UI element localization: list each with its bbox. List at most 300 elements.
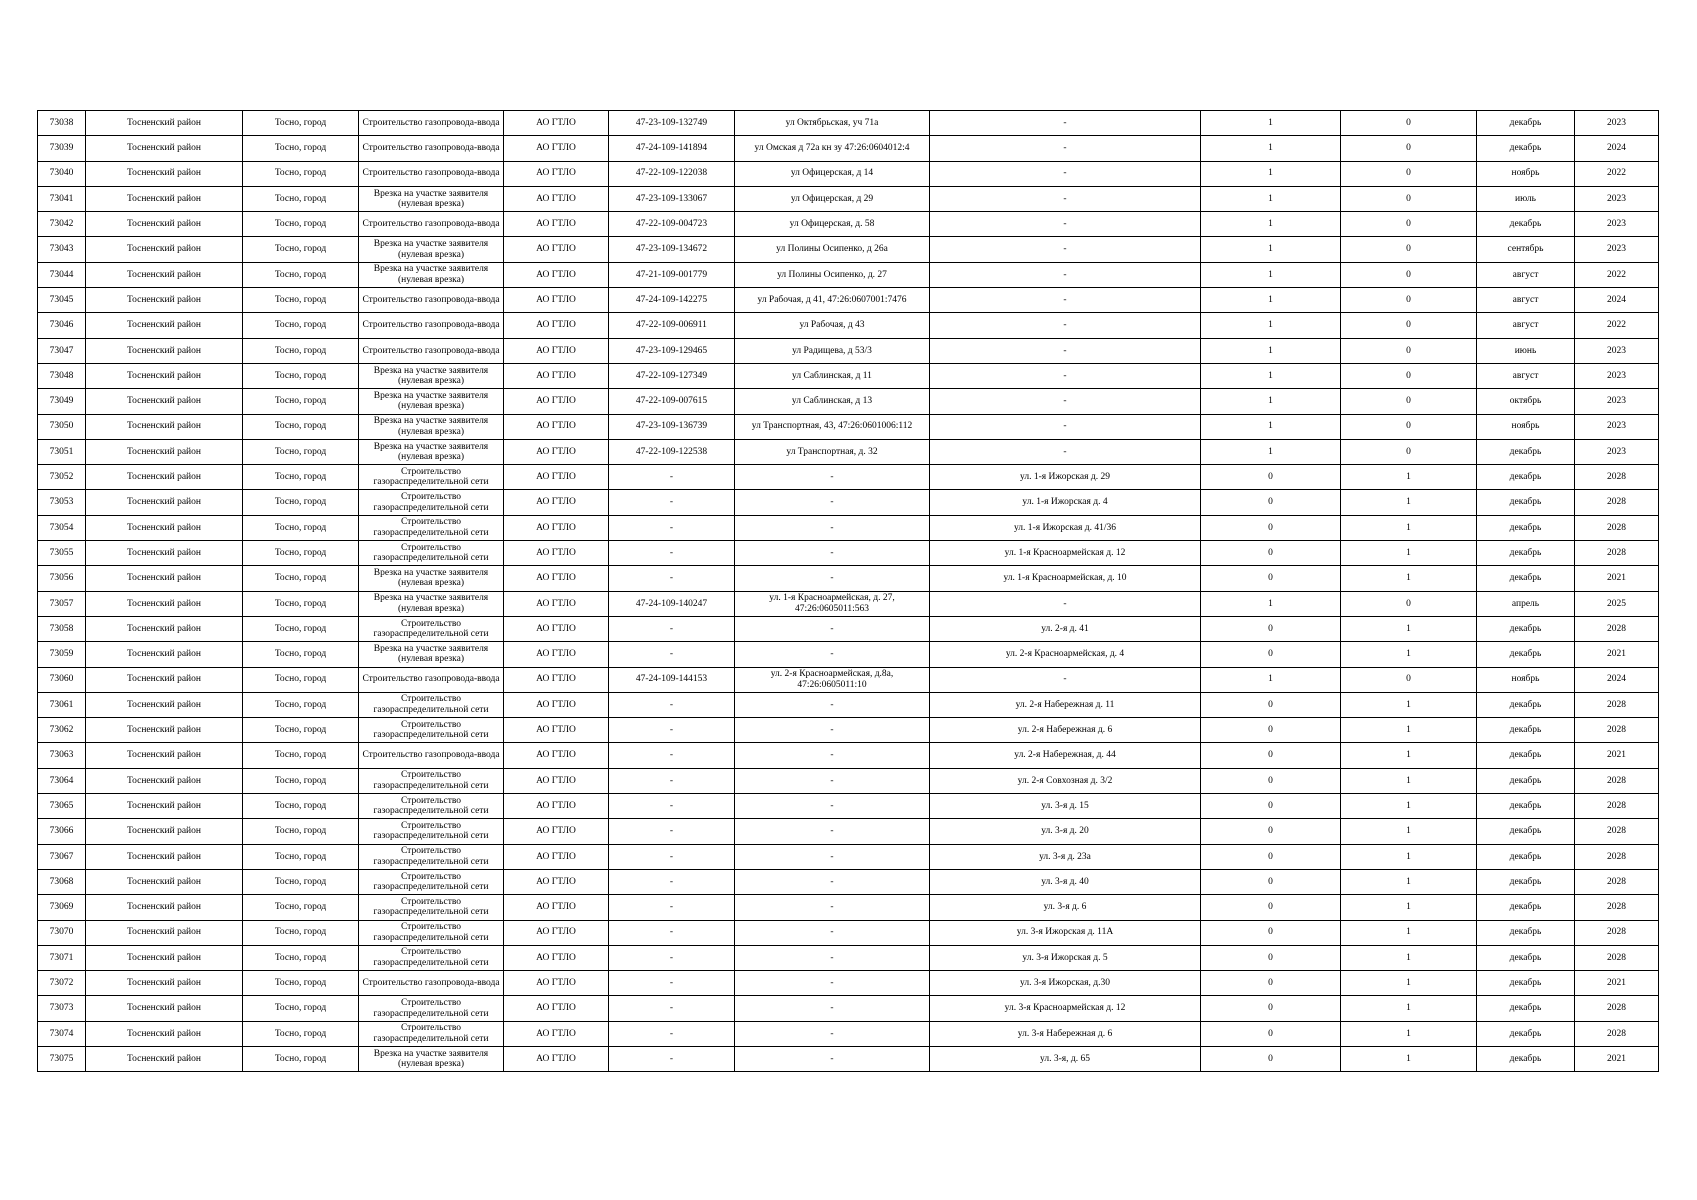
cell-year: 2023 <box>1575 186 1659 211</box>
cell-organization: АО ГТЛО <box>504 465 609 490</box>
cell-month: декабрь <box>1477 212 1575 237</box>
cell-locality: Тосно, город <box>243 490 359 515</box>
cell-connection-count: 1 <box>1201 186 1341 211</box>
cell-network-count: 1 <box>1341 768 1477 793</box>
cell-row-id: 73044 <box>38 262 86 287</box>
cell-network-count: 1 <box>1341 844 1477 869</box>
cell-row-id: 73045 <box>38 288 86 313</box>
cell-district: Тосненский район <box>86 591 243 616</box>
cell-month: декабрь <box>1477 869 1575 894</box>
cell-connection-count: 0 <box>1201 794 1341 819</box>
cell-applicant-address: - <box>735 869 930 894</box>
cell-network-address: ул. 3-я Ижорская, д.30 <box>930 971 1201 996</box>
table-row <box>38 262 1659 287</box>
cell-year: 2028 <box>1575 768 1659 793</box>
cell-application-number: - <box>609 718 735 743</box>
cell-organization: АО ГТЛО <box>504 490 609 515</box>
cell-network-address: ул. 1-я Красноармейская, д. 10 <box>930 566 1201 591</box>
cell-applicant-address: ул Офицерская, д 29 <box>735 186 930 211</box>
cell-connection-count: 1 <box>1201 439 1341 464</box>
cell-network-count: 0 <box>1341 237 1477 262</box>
cell-month: декабрь <box>1477 945 1575 970</box>
cell-district: Тосненский район <box>86 186 243 211</box>
cell-row-id: 73059 <box>38 642 86 667</box>
cell-connection-count: 0 <box>1201 566 1341 591</box>
cell-year: 2023 <box>1575 389 1659 414</box>
cell-district: Тосненский район <box>86 768 243 793</box>
cell-connection-count: 1 <box>1201 212 1341 237</box>
cell-locality: Тосно, город <box>243 465 359 490</box>
cell-organization: АО ГТЛО <box>504 313 609 338</box>
cell-district: Тосненский район <box>86 895 243 920</box>
cell-network-address: - <box>930 389 1201 414</box>
cell-network-address: - <box>930 288 1201 313</box>
cell-applicant-address: - <box>735 616 930 641</box>
cell-district: Тосненский район <box>86 338 243 363</box>
cell-district: Тосненский район <box>86 363 243 388</box>
cell-network-address: ул. 2-я д. 41 <box>930 616 1201 641</box>
cell-month: июль <box>1477 186 1575 211</box>
cell-district: Тосненский район <box>86 414 243 439</box>
table-row <box>38 439 1659 464</box>
cell-locality: Тосно, город <box>243 971 359 996</box>
cell-organization: АО ГТЛО <box>504 819 609 844</box>
cell-connection-count: 0 <box>1201 996 1341 1021</box>
table-row <box>38 743 1659 768</box>
cell-year: 2028 <box>1575 490 1659 515</box>
cell-month: декабрь <box>1477 692 1575 717</box>
cell-network-address: - <box>930 186 1201 211</box>
cell-locality: Тосно, город <box>243 667 359 692</box>
cell-application-number: - <box>609 794 735 819</box>
cell-year: 2023 <box>1575 338 1659 363</box>
cell-network-count: 0 <box>1341 111 1477 136</box>
cell-applicant-address: - <box>735 718 930 743</box>
cell-year: 2028 <box>1575 692 1659 717</box>
cell-application-number: - <box>609 945 735 970</box>
cell-network-address: - <box>930 237 1201 262</box>
cell-row-id: 73047 <box>38 338 86 363</box>
table-row <box>38 642 1659 667</box>
cell-network-address: ул. 1-я Ижорская д. 4 <box>930 490 1201 515</box>
cell-connection-count: 0 <box>1201 490 1341 515</box>
cell-month: июнь <box>1477 338 1575 363</box>
cell-row-id: 73038 <box>38 111 86 136</box>
cell-organization: АО ГТЛО <box>504 743 609 768</box>
cell-locality: Тосно, город <box>243 541 359 566</box>
cell-work-type: Строительство газораспределительной сети <box>359 945 504 970</box>
table-row <box>38 616 1659 641</box>
cell-connection-count: 1 <box>1201 161 1341 186</box>
cell-work-type: Врезка на участке заявителя (нулевая врезка) <box>359 237 504 262</box>
cell-locality: Тосно, город <box>243 743 359 768</box>
cell-network-address: - <box>930 212 1201 237</box>
cell-district: Тосненский район <box>86 136 243 161</box>
cell-applicant-address: - <box>735 541 930 566</box>
cell-applicant-address: - <box>735 920 930 945</box>
cell-application-number: - <box>609 996 735 1021</box>
cell-connection-count: 0 <box>1201 1021 1341 1046</box>
table-row <box>38 692 1659 717</box>
cell-district: Тосненский район <box>86 869 243 894</box>
table-row <box>38 667 1659 692</box>
cell-network-count: 0 <box>1341 591 1477 616</box>
cell-connection-count: 1 <box>1201 136 1341 161</box>
cell-locality: Тосно, город <box>243 566 359 591</box>
cell-connection-count: 1 <box>1201 338 1341 363</box>
cell-month: декабрь <box>1477 490 1575 515</box>
cell-organization: АО ГТЛО <box>504 692 609 717</box>
cell-connection-count: 0 <box>1201 692 1341 717</box>
table-row <box>38 288 1659 313</box>
cell-locality: Тосно, город <box>243 363 359 388</box>
cell-connection-count: 1 <box>1201 363 1341 388</box>
cell-row-id: 73056 <box>38 566 86 591</box>
cell-organization: АО ГТЛО <box>504 414 609 439</box>
cell-work-type: Строительство газораспределительной сети <box>359 869 504 894</box>
cell-organization: АО ГТЛО <box>504 794 609 819</box>
cell-connection-count: 1 <box>1201 414 1341 439</box>
cell-year: 2024 <box>1575 667 1659 692</box>
cell-month: декабрь <box>1477 616 1575 641</box>
cell-district: Тосненский район <box>86 642 243 667</box>
cell-locality: Тосно, город <box>243 262 359 287</box>
cell-connection-count: 0 <box>1201 819 1341 844</box>
cell-organization: АО ГТЛО <box>504 186 609 211</box>
cell-month: декабрь <box>1477 844 1575 869</box>
cell-locality: Тосно, город <box>243 161 359 186</box>
cell-application-number: - <box>609 920 735 945</box>
cell-locality: Тосно, город <box>243 389 359 414</box>
cell-work-type: Строительство газораспределительной сети <box>359 920 504 945</box>
cell-organization: АО ГТЛО <box>504 136 609 161</box>
cell-application-number: - <box>609 465 735 490</box>
cell-month: декабрь <box>1477 743 1575 768</box>
cell-organization: АО ГТЛО <box>504 591 609 616</box>
cell-work-type: Строительство газораспределительной сети <box>359 490 504 515</box>
cell-connection-count: 0 <box>1201 541 1341 566</box>
cell-row-id: 73051 <box>38 439 86 464</box>
cell-row-id: 73043 <box>38 237 86 262</box>
cell-locality: Тосно, город <box>243 212 359 237</box>
table-row <box>38 212 1659 237</box>
cell-network-address: - <box>930 414 1201 439</box>
cell-connection-count: 0 <box>1201 743 1341 768</box>
cell-network-address: - <box>930 338 1201 363</box>
cell-district: Тосненский район <box>86 541 243 566</box>
table-row <box>38 869 1659 894</box>
cell-month: декабрь <box>1477 515 1575 540</box>
cell-locality: Тосно, город <box>243 692 359 717</box>
cell-organization: АО ГТЛО <box>504 111 609 136</box>
cell-connection-count: 1 <box>1201 313 1341 338</box>
cell-application-number: - <box>609 692 735 717</box>
cell-year: 2024 <box>1575 136 1659 161</box>
cell-organization: АО ГТЛО <box>504 996 609 1021</box>
cell-locality: Тосно, город <box>243 111 359 136</box>
cell-network-address: ул. 3-я Красноармейская д. 12 <box>930 996 1201 1021</box>
cell-applicant-address: ул Полины Осипенко, д 26а <box>735 237 930 262</box>
cell-year: 2024 <box>1575 288 1659 313</box>
cell-locality: Тосно, город <box>243 439 359 464</box>
table-row <box>38 515 1659 540</box>
cell-network-address: - <box>930 111 1201 136</box>
cell-row-id: 73057 <box>38 591 86 616</box>
cell-applicant-address: ул Транспортная, 43, 47:26:0601006:112 <box>735 414 930 439</box>
cell-connection-count: 0 <box>1201 971 1341 996</box>
cell-month: декабрь <box>1477 794 1575 819</box>
cell-network-count: 1 <box>1341 996 1477 1021</box>
cell-application-number: 47-22-109-122538 <box>609 439 735 464</box>
cell-applicant-address: - <box>735 971 930 996</box>
table-row <box>38 161 1659 186</box>
cell-application-number: - <box>609 869 735 894</box>
cell-year: 2028 <box>1575 945 1659 970</box>
cell-district: Тосненский район <box>86 996 243 1021</box>
cell-work-type: Строительство газопровода-ввода <box>359 313 504 338</box>
cell-applicant-address: ул Транспортная, д. 32 <box>735 439 930 464</box>
cell-application-number: 47-23-109-132749 <box>609 111 735 136</box>
cell-network-count: 0 <box>1341 288 1477 313</box>
cell-work-type: Строительство газопровода-ввода <box>359 111 504 136</box>
table-row <box>38 1021 1659 1046</box>
cell-applicant-address: ул Саблинская, д 13 <box>735 389 930 414</box>
cell-district: Тосненский район <box>86 920 243 945</box>
cell-month: август <box>1477 363 1575 388</box>
cell-network-count: 0 <box>1341 212 1477 237</box>
cell-network-count: 1 <box>1341 642 1477 667</box>
cell-network-count: 1 <box>1341 465 1477 490</box>
cell-organization: АО ГТЛО <box>504 566 609 591</box>
cell-organization: АО ГТЛО <box>504 288 609 313</box>
cell-row-id: 73067 <box>38 844 86 869</box>
table-row <box>38 338 1659 363</box>
cell-network-address: - <box>930 313 1201 338</box>
cell-year: 2028 <box>1575 515 1659 540</box>
cell-work-type: Строительство газопровода-ввода <box>359 161 504 186</box>
table-row <box>38 111 1659 136</box>
cell-row-id: 73046 <box>38 313 86 338</box>
cell-year: 2021 <box>1575 642 1659 667</box>
cell-applicant-address: - <box>735 490 930 515</box>
cell-year: 2028 <box>1575 996 1659 1021</box>
cell-application-number: - <box>609 1046 735 1071</box>
cell-row-id: 73053 <box>38 490 86 515</box>
cell-connection-count: 0 <box>1201 1046 1341 1071</box>
cell-network-address: - <box>930 136 1201 161</box>
cell-connection-count: 1 <box>1201 262 1341 287</box>
cell-application-number: - <box>609 642 735 667</box>
cell-application-number: 47-23-109-129465 <box>609 338 735 363</box>
cell-locality: Тосно, город <box>243 945 359 970</box>
cell-month: декабрь <box>1477 541 1575 566</box>
cell-organization: АО ГТЛО <box>504 439 609 464</box>
cell-organization: АО ГТЛО <box>504 945 609 970</box>
cell-locality: Тосно, город <box>243 414 359 439</box>
cell-work-type: Строительство газопровода-ввода <box>359 212 504 237</box>
cell-row-id: 73054 <box>38 515 86 540</box>
cell-district: Тосненский район <box>86 945 243 970</box>
cell-row-id: 73058 <box>38 616 86 641</box>
cell-network-address: ул. 3-я Ижорская д. 5 <box>930 945 1201 970</box>
cell-application-number: 47-22-109-007615 <box>609 389 735 414</box>
cell-organization: АО ГТЛО <box>504 262 609 287</box>
cell-locality: Тосно, город <box>243 642 359 667</box>
cell-work-type: Строительство газораспределительной сети <box>359 996 504 1021</box>
cell-district: Тосненский район <box>86 743 243 768</box>
cell-locality: Тосно, город <box>243 996 359 1021</box>
cell-applicant-address: ул Офицерская, д 14 <box>735 161 930 186</box>
cell-connection-count: 0 <box>1201 616 1341 641</box>
cell-network-count: 1 <box>1341 566 1477 591</box>
cell-applicant-address: - <box>735 819 930 844</box>
cell-locality: Тосно, город <box>243 515 359 540</box>
cell-applicant-address: - <box>735 692 930 717</box>
cell-applicant-address: ул Октябрьская, уч 71а <box>735 111 930 136</box>
cell-organization: АО ГТЛО <box>504 1046 609 1071</box>
cell-organization: АО ГТЛО <box>504 389 609 414</box>
cell-work-type: Строительство газораспределительной сети <box>359 768 504 793</box>
cell-applicant-address: - <box>735 768 930 793</box>
cell-organization: АО ГТЛО <box>504 616 609 641</box>
cell-district: Тосненский район <box>86 161 243 186</box>
cell-district: Тосненский район <box>86 667 243 692</box>
cell-year: 2028 <box>1575 869 1659 894</box>
cell-application-number: 47-24-109-144153 <box>609 667 735 692</box>
cell-applicant-address: - <box>735 945 930 970</box>
cell-month: декабрь <box>1477 566 1575 591</box>
table-row <box>38 844 1659 869</box>
cell-district: Тосненский район <box>86 212 243 237</box>
cell-month: декабрь <box>1477 111 1575 136</box>
cell-row-id: 73075 <box>38 1046 86 1071</box>
cell-district: Тосненский район <box>86 389 243 414</box>
table-row <box>38 920 1659 945</box>
cell-organization: АО ГТЛО <box>504 338 609 363</box>
cell-year: 2021 <box>1575 971 1659 996</box>
cell-network-address: - <box>930 439 1201 464</box>
cell-work-type: Строительство газопровода-ввода <box>359 136 504 161</box>
cell-month: ноябрь <box>1477 414 1575 439</box>
cell-network-count: 1 <box>1341 515 1477 540</box>
cell-locality: Тосно, город <box>243 895 359 920</box>
cell-network-address: ул. 3-я д. 40 <box>930 869 1201 894</box>
cell-row-id: 73069 <box>38 895 86 920</box>
cell-application-number: 47-24-109-141894 <box>609 136 735 161</box>
cell-month: сентябрь <box>1477 237 1575 262</box>
cell-application-number: 47-21-109-001779 <box>609 262 735 287</box>
cell-year: 2022 <box>1575 161 1659 186</box>
cell-row-id: 73060 <box>38 667 86 692</box>
cell-year: 2023 <box>1575 111 1659 136</box>
cell-connection-count: 0 <box>1201 465 1341 490</box>
table-row <box>38 566 1659 591</box>
cell-organization: АО ГТЛО <box>504 718 609 743</box>
cell-connection-count: 1 <box>1201 111 1341 136</box>
table-row <box>38 363 1659 388</box>
cell-network-address: ул. 2-я Набережная, д. 44 <box>930 743 1201 768</box>
cell-applicant-address: - <box>735 642 930 667</box>
cell-month: декабрь <box>1477 465 1575 490</box>
cell-row-id: 73061 <box>38 692 86 717</box>
cell-network-address: - <box>930 363 1201 388</box>
cell-year: 2028 <box>1575 718 1659 743</box>
cell-applicant-address: - <box>735 794 930 819</box>
cell-month: декабрь <box>1477 718 1575 743</box>
cell-organization: АО ГТЛО <box>504 844 609 869</box>
cell-network-count: 0 <box>1341 186 1477 211</box>
cell-network-count: 1 <box>1341 616 1477 641</box>
cell-month: декабрь <box>1477 136 1575 161</box>
table-row <box>38 971 1659 996</box>
cell-connection-count: 0 <box>1201 642 1341 667</box>
cell-work-type: Строительство газораспределительной сети <box>359 616 504 641</box>
cell-network-count: 0 <box>1341 667 1477 692</box>
table-row <box>38 1046 1659 1071</box>
cell-applicant-address: - <box>735 465 930 490</box>
cell-organization: АО ГТЛО <box>504 667 609 692</box>
cell-applicant-address: ул Офицерская, д. 58 <box>735 212 930 237</box>
cell-application-number: 47-24-109-140247 <box>609 591 735 616</box>
table-row <box>38 186 1659 211</box>
cell-network-count: 0 <box>1341 439 1477 464</box>
table-row <box>38 895 1659 920</box>
cell-locality: Тосно, город <box>243 1021 359 1046</box>
cell-work-type: Врезка на участке заявителя (нулевая врезка) <box>359 262 504 287</box>
cell-network-address: ул. 1-я Красноармейская д. 12 <box>930 541 1201 566</box>
cell-applicant-address: - <box>735 844 930 869</box>
cell-locality: Тосно, город <box>243 718 359 743</box>
cell-year: 2021 <box>1575 566 1659 591</box>
cell-month: август <box>1477 313 1575 338</box>
cell-network-address: ул. 3-я, д. 65 <box>930 1046 1201 1071</box>
cell-month: апрель <box>1477 591 1575 616</box>
cell-work-type: Врезка на участке заявителя (нулевая врезка) <box>359 439 504 464</box>
cell-row-id: 73062 <box>38 718 86 743</box>
cell-network-count: 1 <box>1341 971 1477 996</box>
cell-month: декабрь <box>1477 971 1575 996</box>
cell-network-count: 0 <box>1341 136 1477 161</box>
cell-locality: Тосно, город <box>243 920 359 945</box>
cell-network-count: 1 <box>1341 1021 1477 1046</box>
cell-application-number: 47-23-109-133067 <box>609 186 735 211</box>
cell-work-type: Строительство газопровода-ввода <box>359 338 504 363</box>
table-row <box>38 490 1659 515</box>
cell-district: Тосненский район <box>86 439 243 464</box>
table-row <box>38 237 1659 262</box>
cell-organization: АО ГТЛО <box>504 869 609 894</box>
cell-network-count: 1 <box>1341 1046 1477 1071</box>
cell-connection-count: 0 <box>1201 895 1341 920</box>
cell-locality: Тосно, город <box>243 819 359 844</box>
cell-month: декабрь <box>1477 768 1575 793</box>
cell-district: Тосненский район <box>86 616 243 641</box>
cell-month: октябрь <box>1477 389 1575 414</box>
cell-network-count: 0 <box>1341 363 1477 388</box>
cell-district: Тосненский район <box>86 819 243 844</box>
cell-row-id: 73071 <box>38 945 86 970</box>
table-row <box>38 794 1659 819</box>
cell-applicant-address: ул Рабочая, д 43 <box>735 313 930 338</box>
cell-year: 2028 <box>1575 895 1659 920</box>
cell-network-count: 1 <box>1341 945 1477 970</box>
cell-application-number: - <box>609 743 735 768</box>
cell-applicant-address: - <box>735 566 930 591</box>
cell-application-number: 47-22-109-004723 <box>609 212 735 237</box>
table-row <box>38 136 1659 161</box>
cell-organization: АО ГТЛО <box>504 768 609 793</box>
table-row <box>38 945 1659 970</box>
